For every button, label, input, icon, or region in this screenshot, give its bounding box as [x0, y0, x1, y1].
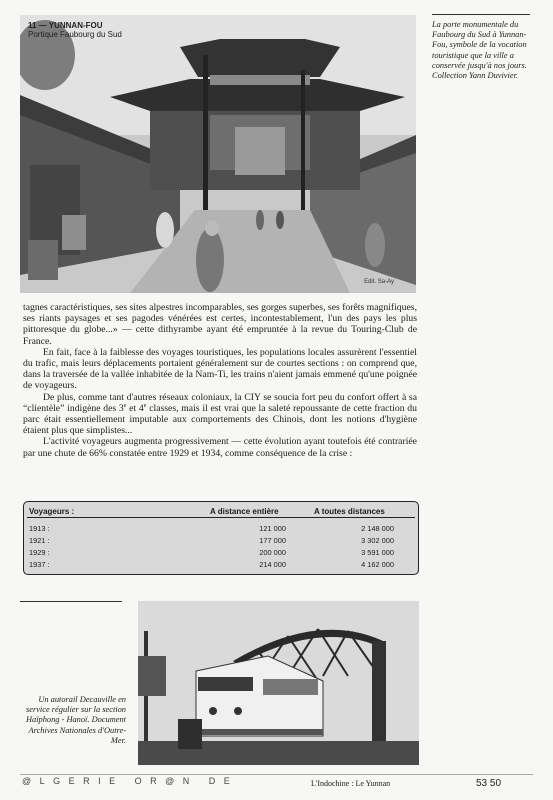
- table-row: [24, 548, 418, 559]
- table-header-voyageurs: Voyageurs :: [29, 507, 75, 516]
- table-cell-all: 3 302 000: [361, 536, 394, 545]
- photo-postcard-caption: [28, 21, 122, 39]
- table-cell-entire: 214 000: [259, 560, 286, 569]
- paragraph-3-part-a: De plus, comme tant d'autres réseaux coloniaux, la CIY se soucia fort peu du confort offert à sa “clientèle” indigène des 3: [23, 391, 417, 414]
- paragraph-1: tagnes caractéristiques, ses sites alpestres incomparables, ses gorges superbes, ses forêts magnifiques, ses riants paysages et ses pagodes vénérées est certes, incontestablement, l'un des pays les plus pittoresque du globe...» — cette dithyrambe ayant été empruntée à la revue du Touring-Club de France.: [23, 302, 417, 347]
- table-cell-year: 1913 :: [29, 524, 50, 533]
- footer-watermark: @LGERIE OR@N DE: [22, 776, 239, 786]
- side-caption-rule: [432, 14, 530, 15]
- railcar-photo-drawing: [138, 601, 419, 765]
- page-number: 53 50: [476, 778, 502, 789]
- bottom-photo-caption: Un autorail Decauville en service régulier sur la section Haïphong - Hanoï. Document Archives Nationales d'Outre-Mer.: [25, 695, 126, 745]
- article-body: [23, 302, 417, 459]
- table-cell-entire: 200 000: [259, 548, 286, 557]
- table-header-entire-distance: A distance entière: [210, 507, 279, 516]
- footer-running-title: L'Indochine : Le Yunnan: [311, 779, 391, 788]
- table-row: [24, 560, 418, 571]
- table-cell-year: 1921 :: [29, 536, 50, 545]
- table-header-all-distances: A toutes distances: [314, 507, 385, 516]
- paragraph-4: L'activité voyageurs augmenta progressivement — cette évolution ayant toutefois été contrariée par une chute de 66% constatée entre 1929 et 1934, comme conséquence de la crise :: [23, 436, 417, 459]
- photo-decauville-railcar: [138, 601, 419, 765]
- bottom-caption-rule: [20, 601, 122, 602]
- table-cell-all: 2 148 000: [361, 524, 394, 533]
- footer-rule: [20, 774, 533, 775]
- gate-photo-drawing: [20, 15, 416, 293]
- paragraph-3-part-b: et 4: [126, 402, 144, 414]
- postcard-caption-subtitle: Portique Faubourg du Sud: [28, 30, 122, 39]
- table-cell-entire: 121 000: [259, 524, 286, 533]
- table-header-rule: [27, 517, 415, 518]
- photo-yunnan-fou-gate: [20, 15, 416, 293]
- table-cell-all: 3 591 000: [361, 548, 394, 557]
- table-row: [24, 536, 418, 547]
- superscript-e: e: [123, 402, 127, 409]
- table-cell-entire: 177 000: [259, 536, 286, 545]
- table-cell-year: 1929 :: [29, 548, 50, 557]
- table-row: [24, 524, 418, 535]
- table-cell-year: 1937 :: [29, 560, 50, 569]
- side-caption: La porte monumentale du Faubourg du Sud à Yunnan-Fou, symbole de la vocation touristique que la ville a conservée jusqu'à nos jours. Collection Yann Duvivier.: [432, 20, 527, 81]
- passenger-traffic-table: [23, 501, 419, 575]
- paragraph-2: En fait, face à la faiblesse des voyages touristiques, les populations locales assurèrent l'essentiel du trafic, mais leurs déplacements portaient généralement sur de courtes sections : on comprend que, dans la traversée de la vallée inhabitée de la Nam-Ti, les trains n'aient jamais emmené qu'une poignée de voyageurs.: [23, 346, 417, 392]
- superscript-e: e: [143, 402, 147, 409]
- paragraph-3: [23, 392, 417, 437]
- postcard-caption-title: 11 — YUNNAN-FOU: [28, 21, 103, 30]
- postcard-edition: Edit. Sa-Ay: [364, 279, 394, 285]
- paragraph-3-part-c: classes, mais il est vrai que la saleté repoussante de cette fraction du parc était essentiellement imputable aux comportements des Chinois, dont les notions d'hygiène étaient plus que simplistes...: [23, 402, 417, 437]
- table-cell-all: 4 162 000: [361, 560, 394, 569]
